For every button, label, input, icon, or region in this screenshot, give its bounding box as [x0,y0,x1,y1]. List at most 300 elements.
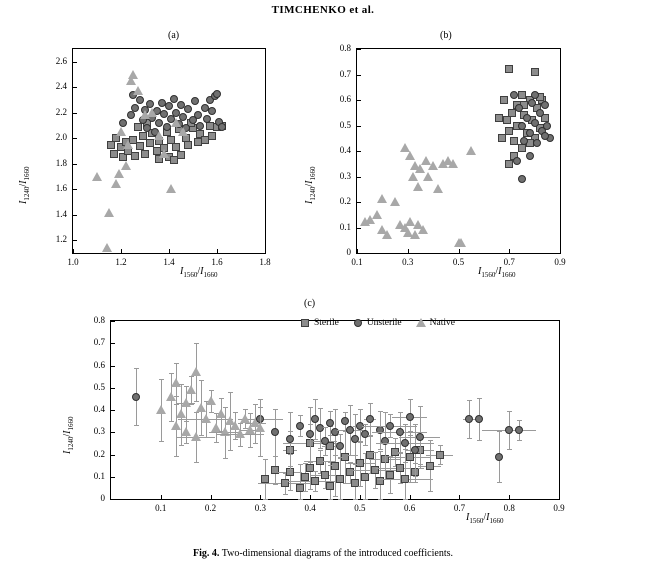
data-point-circle [306,430,314,438]
square-icon [300,318,310,328]
data-point-square [406,453,414,461]
y-tick-mark [111,432,115,433]
y-tick-mark [73,215,77,216]
panel-a-ylabel: $I_{1240}/I_{1660}$ [18,166,31,204]
data-point-circle [271,428,279,436]
x-tick-mark [169,249,170,253]
x-tick-label: 1.2 [115,257,127,267]
error-bar-cap [273,456,278,457]
data-point-triangle [147,108,157,117]
data-point-circle [165,102,173,110]
y-tick-mark [73,62,77,63]
error-bar-cap [333,496,338,497]
data-point-circle [194,111,202,119]
error-bar-cap [174,456,179,457]
data-point-square [177,151,185,159]
error-bar-cap [194,462,199,463]
circle-icon [353,318,363,328]
data-point-circle [170,95,178,103]
x-tick-label: 1.0 [67,257,79,267]
error-bar-cap [318,450,323,451]
data-point-triangle [128,70,138,79]
data-point-circle [336,442,344,450]
y-tick-mark [111,388,115,389]
data-point-circle [505,426,513,434]
error-bar-cap [308,407,313,408]
y-tick-label: 0.1 [93,470,105,481]
data-point-square [426,462,434,470]
panel-a-xlabel: $I_{1560}/I_{1660}$ [180,266,218,279]
legend-item-unsterile [353,318,402,328]
error-bar-cap [184,421,189,422]
x-tick-mark [459,249,460,253]
data-point-circle [132,393,140,401]
error-bar-cap [438,445,443,446]
error-bar-cap [328,499,333,500]
error-bar-cap [413,476,418,477]
y-tick-mark [73,189,77,190]
data-point-triangle [390,197,400,206]
error-bar-cap [273,484,278,485]
error-bar-cap [408,435,413,436]
panel-c [0,296,646,536]
x-tick-label: 0.7 [453,503,466,513]
data-point-circle [131,104,139,112]
data-point-square [134,123,142,131]
data-point-triangle [423,172,433,181]
error-bar-cap [174,363,179,364]
error-bar-cap [338,457,343,458]
error-bar-cap [298,499,303,500]
error-bar-cap [214,442,219,443]
data-point-triangle [240,414,250,423]
x-tick-label: 0.3 [254,503,266,513]
data-point-circle [296,422,304,430]
error-bar-cap [288,490,293,491]
data-point-circle [366,415,374,423]
error-bar-cap [507,449,512,450]
y-tick-mark [357,75,361,76]
legend-label-unsterile: Unsterile [366,318,402,328]
data-point-circle [475,415,483,423]
panel-c-ylabel: $I_{1240}/I_{1660}$ [62,416,75,454]
data-point-triangle [123,140,133,149]
x-tick-mark [360,495,361,499]
panel-b-label: (b) [440,30,452,41]
figure-caption-prefix: Fig. 4. [193,548,220,559]
y-tick-mark [357,151,361,152]
data-point-square [386,471,394,479]
y-tick-mark [357,228,361,229]
error-bar-cap [467,400,472,401]
error-bar-cap [403,499,408,500]
y-tick-mark [111,410,115,411]
data-point-square [336,475,344,483]
y-tick-label: 0 [100,493,105,503]
error-bar-cap [348,405,353,406]
x-tick-label: 0.6 [404,503,416,513]
data-point-circle [518,122,526,130]
data-point-circle [533,139,541,147]
legend [300,318,455,328]
error-bar-cap [333,455,338,456]
error-bar-cap [358,442,363,443]
error-bar-cap [358,486,363,487]
error-bar-cap [313,399,318,400]
error-bar-cap [343,412,348,413]
x-tick-label: 0.5 [452,257,465,267]
data-point-triangle [166,184,176,193]
error-bar-cap [363,424,368,425]
y-tick-label: 0.6 [339,94,351,104]
data-point-circle [218,123,226,131]
error-bar-cap [383,412,388,413]
data-point-triangle [171,378,181,387]
error-bar-cap [159,441,164,442]
data-point-triangle [201,414,211,423]
data-point-triangle [104,208,114,217]
data-point-circle [136,96,144,104]
data-point-triangle [171,118,181,127]
data-point-circle [416,433,424,441]
data-point-square [311,477,319,485]
data-point-circle [543,122,551,130]
x-tick-label: 0.9 [554,257,566,267]
error-bar-cap [243,409,248,410]
error-bar-cap [413,482,418,483]
data-point-triangle [111,179,121,188]
data-point-square [495,114,503,122]
error-bar-cap [228,392,233,393]
x-tick-label: 0.2 [204,503,217,513]
error-bar-cap [403,462,408,463]
data-point-square [261,475,269,483]
data-point-triangle [102,243,112,252]
error-bar-cap [258,399,263,400]
data-point-circle [386,422,394,430]
y-tick-label: 2.2 [55,106,67,117]
data-point-circle [526,129,534,137]
error-bar-cap [298,464,303,465]
error-bar-cap [477,440,482,441]
error-bar-cap [189,404,194,405]
error-bar-cap [323,455,328,456]
y-tick-label: 2.0 [55,132,67,143]
x-tick-mark [121,249,122,253]
error-bar-cap [398,452,403,453]
data-point-circle [523,114,531,122]
error-bar-cap [497,431,502,432]
data-point-triangle [255,423,265,432]
error-bar-cap [368,435,373,436]
error-bar-cap [253,404,258,405]
data-point-square [131,152,139,160]
error-bar-cap [159,379,164,380]
error-bar-cap [248,413,253,414]
data-point-circle [531,91,539,99]
error-bar-cap [134,368,139,369]
error-bar-cap [318,448,323,449]
error-bar-cap [363,499,368,500]
y-tick-mark [73,138,77,139]
legend-item-native [416,318,455,328]
data-point-triangle [433,184,443,193]
x-tick-mark [560,249,561,253]
error-bar-cap [328,411,333,412]
x-tick-mark [410,495,411,499]
legend-label-native: Native [429,318,455,328]
data-point-circle [191,97,199,105]
data-point-triangle [154,131,164,140]
panel-a-label: (a) [168,30,180,41]
data-point-circle [346,426,354,434]
y-tick-label: 0.7 [339,68,351,79]
error-bar-cap [408,399,413,400]
data-point-triangle [92,172,102,181]
x-tick-mark [357,249,358,253]
x-tick-label: 1.8 [259,257,271,267]
error-bar-cap [507,411,512,412]
panel-b-plot-area [339,43,566,267]
data-point-triangle [418,225,428,234]
error-bar-cap [323,427,328,428]
y-tick-mark [357,177,361,178]
data-point-square [436,451,444,459]
data-point-square [498,134,506,142]
data-point-triangle [456,238,466,247]
data-point-circle [541,101,549,109]
x-tick-mark [211,495,212,499]
error-bar-cap [358,409,363,410]
x-tick-mark [217,249,218,253]
y-tick-mark [111,477,115,478]
data-point-triangle [196,403,206,412]
y-tick-label: 0.3 [93,426,105,437]
data-point-triangle [121,161,131,170]
data-point-triangle [428,161,438,170]
x-tick-label: 0.4 [304,503,316,513]
x-tick-label: 1.6 [211,257,223,267]
error-bar-cap [353,499,358,500]
data-point-triangle [405,151,415,160]
data-point-triangle [377,194,387,203]
x-tick-mark [509,495,510,499]
y-tick-label: 0.2 [339,196,351,206]
data-point-square [170,156,178,164]
error-bar-cap [438,464,443,465]
y-tick-mark [357,49,361,50]
x-tick-mark [260,495,261,499]
x-tick-mark [408,249,409,253]
legend-label-sterile: Sterile [314,318,339,328]
x-tick-label: 0.1 [155,503,167,513]
data-point-circle [406,413,414,421]
y-tick-label: 1.4 [55,208,67,219]
data-point-triangle [206,396,216,405]
panel-a [0,26,300,286]
y-tick-label: 0.2 [93,448,105,459]
data-point-triangle [216,409,226,418]
data-point-triangle [176,409,186,418]
data-point-circle [146,100,154,108]
y-tick-label: 0.5 [339,119,351,130]
error-bar-cap [517,440,522,441]
y-tick-label: 0.4 [339,145,351,155]
error-bar-cap [428,491,433,492]
error-bar-cap [388,493,393,494]
data-point-square [505,65,513,73]
data-point-triangle [408,172,418,181]
panel-c-label: (c) [304,298,316,309]
data-point-circle [127,111,135,119]
data-point-circle [495,453,503,461]
y-tick-label: 0.4 [93,404,105,414]
y-tick-mark [111,343,115,344]
y-tick-label: 1.2 [55,234,67,245]
error-bar-cap [403,424,408,425]
error-bar-cap [184,443,189,444]
panel-c-xlabel: $I_{1560}/I_{1660}$ [466,512,504,525]
x-tick-mark [459,495,460,499]
error-bar-cap [418,406,423,407]
data-point-circle [536,109,544,117]
error-bar-cap [248,447,253,448]
error-bar-cap [418,468,423,469]
error-bar-cap [263,459,268,460]
error-bar-cap [318,408,323,409]
data-point-circle [531,119,539,127]
data-point-circle [184,105,192,113]
error-bar-cap [477,398,482,399]
y-tick-label: 1.8 [55,157,67,168]
panel-a-plot-area [55,48,271,267]
data-point-triangle [181,398,191,407]
data-point-triangle [178,127,188,136]
y-tick-mark [73,164,77,165]
error-bar-cap [313,439,318,440]
data-point-circle [196,122,204,130]
error-bar-cap [388,414,393,415]
data-point-triangle [181,427,191,436]
y-tick-mark [357,253,361,254]
y-tick-label: 0 [346,247,351,257]
y-tick-mark [357,126,361,127]
data-point-triangle [413,182,423,191]
data-point-circle [401,439,409,447]
x-tick-mark [265,249,266,253]
x-tick-mark [161,495,162,499]
y-tick-label: 2.4 [55,81,67,92]
data-point-triangle [156,405,166,414]
error-bar-cap [378,449,383,450]
data-point-square [301,473,309,481]
x-tick-label: 0.8 [503,503,515,513]
error-bar-cap [308,489,313,490]
error-bar-cap [303,491,308,492]
data-point-circle [513,157,521,165]
error-bar-cap [373,488,378,489]
y-tick-label: 0.8 [339,43,351,53]
legend-item-sterile [300,318,339,328]
error-bar-cap [298,415,303,416]
y-tick-mark [357,100,361,101]
panel-b [300,26,646,286]
error-bar-cap [338,499,343,500]
y-tick-mark [357,202,361,203]
data-point-circle [526,152,534,160]
panel-b-ylabel: $I_{1240}/I_{1660}$ [304,166,317,204]
data-point-triangle [116,127,126,136]
error-bar-cap [393,438,398,439]
error-bar-cap [363,445,368,446]
data-point-square [208,132,216,140]
error-bar-cap [313,491,318,492]
error-bar-cap [233,439,238,440]
x-tick-label: 1.4 [163,257,175,267]
data-point-triangle [171,421,181,430]
y-tick-label: 0.5 [93,381,105,392]
error-bar-cap [228,450,233,451]
data-point-square [321,471,329,479]
error-bar-cap [288,412,293,413]
error-bar-cap [263,499,268,500]
error-bar-cap [199,380,204,381]
error-bar-cap [378,451,383,452]
error-bar-cap [179,445,184,446]
error-bar-cap [174,396,179,397]
y-tick-mark [73,113,77,114]
error-bar-cap [223,458,228,459]
error-bar-cap [378,499,383,500]
y-tick-label: 1.6 [55,183,67,194]
error-bar-cap [238,446,243,447]
error-bar-cap [368,403,373,404]
error-bar-cap [288,466,293,467]
figure-caption-text: Two-dimensional diagrams of the introduced coefficients. [221,548,453,559]
x-tick-label: 0.7 [503,257,515,267]
x-tick-label: 0.1 [351,257,363,267]
y-tick-label: 0.6 [93,359,105,370]
error-bar-cap [398,412,403,413]
y-tick-mark [111,499,115,500]
data-point-circle [286,435,294,443]
data-point-square [184,141,192,149]
error-bar-cap [283,494,288,495]
y-tick-label: 0.7 [93,337,105,348]
error-bar-cap [517,420,522,421]
data-point-circle [518,175,526,183]
y-tick-label: 0.1 [339,221,351,232]
data-point-triangle [133,86,143,95]
data-point-triangle [159,149,169,158]
data-point-square [396,464,404,472]
data-point-square [141,150,149,158]
data-point-triangle [448,159,458,168]
y-tick-label: 0.8 [93,315,105,325]
error-bar-cap [348,455,353,456]
error-bar-cap [497,482,502,483]
data-point-circle [311,415,319,423]
error-bar-cap [298,436,303,437]
x-tick-label: 0.3 [402,257,414,267]
x-tick-label: 0.5 [354,503,366,513]
data-point-triangle [466,146,476,155]
error-bar-cap [428,440,433,441]
error-bar-cap [353,414,358,415]
y-tick-mark [111,321,115,322]
error-bar-cap [373,452,378,453]
error-bar-cap [169,373,174,374]
